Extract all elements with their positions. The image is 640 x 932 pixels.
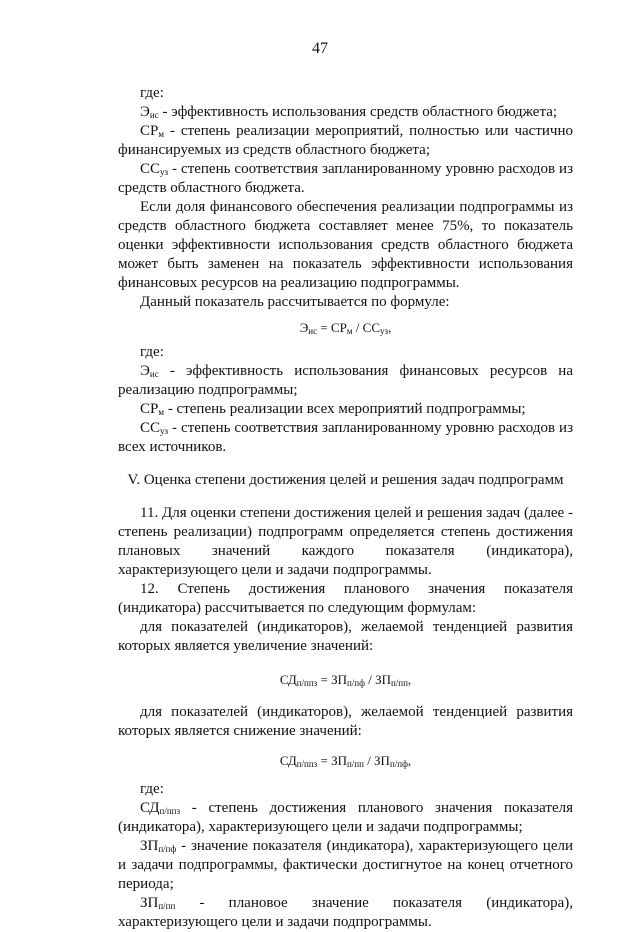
where-label-3: где: <box>140 781 164 797</box>
paragraph-12: 12. Степень достижения планового значения показателя (индикатора) рассчитывается по следующим формулам: <box>118 581 573 616</box>
definition-eis-1: $Э_{ис}$ - эффективность использования средств областного бюджета; <box>140 104 558 120</box>
formula-2: $СД_{п/ппз} = ЗП_{п/пф} / ЗП_{п/пп}$, <box>279 672 412 688</box>
formula-1: $Э_{ис} = СР_м / СС_{уз}$, <box>299 320 392 336</box>
definition-sd: $СД_{п/ппз}$ - степень достижения планового значения показателя (индикатора), характеризующего цели и задачи подпрограммы; <box>118 800 573 835</box>
paragraph-increase: для показателей (индикаторов), желаемой тенденцией развития которых является увеличение значений: <box>118 619 573 654</box>
definition-ssuz-2: $СС_{уз}$ - степень соответствия запланированному уровню расходов из всех источников. <box>118 420 573 455</box>
paragraph-formula-intro: Данный показатель рассчитывается по формуле: <box>140 294 450 310</box>
where-label-1: где: <box>140 85 164 101</box>
definition-srm-1: $СР_м$ - степень реализации мероприятий, полностью или частично финансируемых из средств областного бюджета; <box>118 123 573 158</box>
formula-3: $СД_{п/ппз} = ЗП_{п/пп} / ЗП_{п/пф}$, <box>279 753 412 769</box>
paragraph-11: 11. Для оценки степени достижения целей и решения задач (далее - степень реализации) подпрограмм определяется степень достижения плановых значений каждого показателя (индикатора), характеризующего цели и задачи подпрограммы. <box>118 505 573 578</box>
where-label-2: где: <box>140 344 164 360</box>
paragraph-share: Если доля финансового обеспечения реализации подпрограммы из средств областного бюджета составляет менее 75%, то показатель оценки эффективности использования средств областного бюджета может быть заменен на показатель эффективности использования финансовых ресурсов на реализацию подпрограммы. <box>118 199 573 291</box>
paragraph-decrease: для показателей (индикаторов), желаемой тенденцией развития которых является снижение значений: <box>118 704 573 739</box>
page-number: 47 <box>312 40 328 57</box>
definition-zp-plan: $ЗП_{п/пп}$ - плановое значение показателя (индикатора), характеризующего цели и задачи подпрограммы. <box>118 895 573 930</box>
document-body <box>118 84 573 932</box>
definition-srm-2: $СР_м$ - степень реализации всех мероприятий подпрограммы; <box>140 401 526 417</box>
definition-eis-2: $Э_{ис}$ - эффективность использования финансовых ресурсов на реализацию подпрограммы; <box>118 363 573 398</box>
definition-ssuz-1: $СС_{уз}$ - степень соответствия запланированному уровню расходов из средств областного бюджета. <box>118 161 573 196</box>
section-heading: V. Оценка степени достижения целей и решения задач подпрограмм <box>127 472 564 488</box>
definition-zp-fact: $ЗП_{п/пф}$ - значение показателя (индикатора), характеризующего цели и задачи подпрограммы, фактически достигнутое на конец отчетного периода; <box>118 838 573 892</box>
